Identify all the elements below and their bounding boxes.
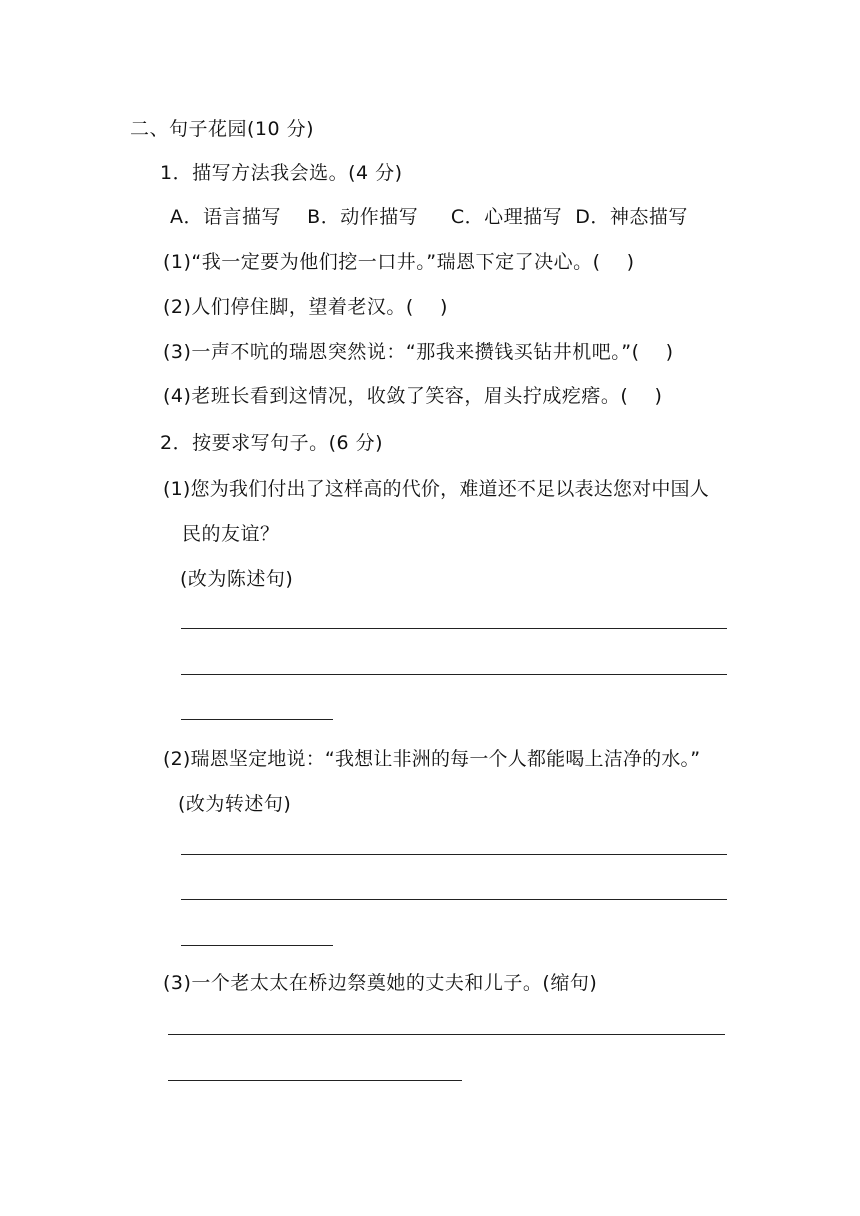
answer-line[interactable] — [181, 899, 727, 900]
answer-line[interactable] — [181, 945, 333, 946]
q2-title: 2．按要求写句子。(6 分) — [160, 432, 384, 454]
answer-line[interactable] — [168, 1080, 462, 1081]
q1-item-4: (4)老班长看到这情况，收敛了笑容，眉头拧成疙瘩。( ) — [163, 385, 663, 407]
answer-line[interactable] — [181, 628, 727, 629]
q2-item-1-hint: (改为陈述句) — [180, 568, 294, 590]
q2-item-1-text-cont: 民的友谊？ — [182, 523, 280, 545]
q1-item-1: (1)“我一定要为他们挖一口井。”瑞恩下定了决心。( ) — [163, 251, 635, 273]
q2-item-2-text: (2)瑞恩坚定地说：“我想让非洲的每一个人都能喝上洁净的水。” — [163, 748, 701, 770]
section-title: 二、句子花园(10 分) — [130, 118, 315, 140]
answer-line[interactable] — [181, 854, 727, 855]
q1-item-3: (3)一声不吭的瑞恩突然说：“那我来攒钱买钻井机吧。”( ) — [163, 341, 674, 363]
q1-options: A．语言描写 B．动作描写 C．心理描写 D．神态描写 — [170, 206, 688, 228]
answer-line[interactable] — [181, 674, 727, 675]
answer-line[interactable] — [168, 1034, 725, 1035]
q1-item-2: (2)人们停住脚，望着老汉。( ) — [163, 296, 448, 318]
answer-line[interactable] — [181, 719, 333, 720]
q1-title: 1．描写方法我会选。(4 分) — [160, 162, 403, 184]
q2-item-1-text: (1)您为我们付出了这样高的代价，难道还不足以表达您对中国人 — [163, 478, 709, 500]
q2-item-3-text: (3)一个老太太在桥边祭奠她的丈夫和儿子。(缩句) — [163, 972, 598, 994]
q2-item-2-hint: (改为转述句) — [178, 793, 292, 815]
